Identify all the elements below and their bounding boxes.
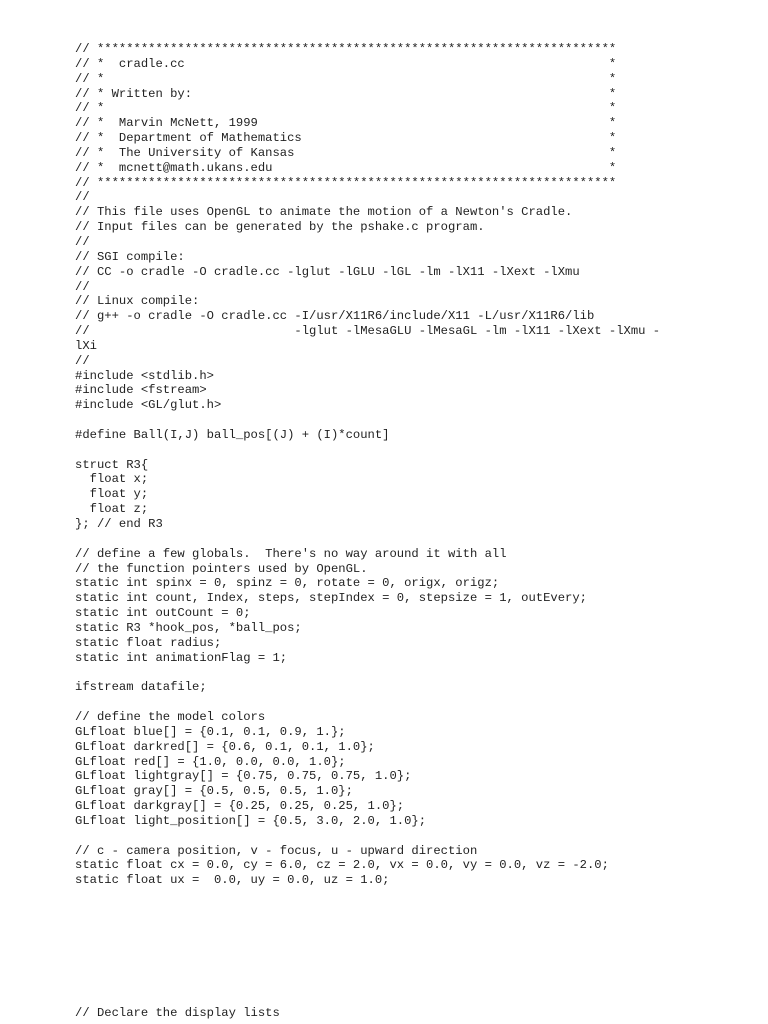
code-line: GLfloat darkred[] = {0.6, 0.1, 0.1, 1.0};	[75, 739, 375, 754]
code-line: // This file uses OpenGL to animate the motion of a Newton's Cradle.	[75, 205, 573, 220]
code-line	[75, 695, 660, 710]
code-line: //	[75, 190, 90, 205]
code-line	[75, 443, 660, 458]
code-line: static int count, Index, steps, stepIndex = 0, stepsize = 1, outEvery;	[75, 591, 587, 606]
code-line: // the function pointers used by OpenGL.	[75, 561, 368, 576]
code-line: static int spinx = 0, spinz = 0, rotate = 0, origx, origz;	[75, 576, 500, 591]
code-line: // ***********************************************************************	[75, 42, 617, 56]
code-line: lXi	[75, 338, 97, 353]
code-line: // Declare the display lists	[75, 1006, 280, 1020]
code-line: GLfloat light_position[] = {0.5, 3.0, 2.0, 1.0};	[75, 813, 427, 828]
code-line: float y;	[75, 487, 149, 502]
code-line: //	[75, 279, 90, 294]
code-line: // SGI compile:	[75, 249, 185, 264]
code-line: #include <fstream>	[75, 383, 207, 398]
code-line: // Input files can be generated by the pshake.c program.	[75, 220, 485, 235]
code-line: // * *	[75, 101, 617, 116]
code-line	[75, 532, 660, 547]
code-line: GLfloat gray[] = {0.5, 0.5, 0.5, 1.0};	[75, 784, 353, 799]
code-line: static R3 *hook_pos, *ball_pos;	[75, 620, 302, 635]
code-line: // g++ -o cradle -O cradle.cc -I/usr/X11R6/include/X11 -L/usr/X11R6/lib	[75, 309, 595, 324]
code-line: static int animationFlag = 1;	[75, 650, 288, 665]
source-code-listing	[75, 42, 660, 888]
code-line: }; // end R3	[75, 517, 163, 531]
code-line: // -lglut -lMesaGLU -lMesaGL -lm -lX11 -lXext -lXmu -	[75, 324, 661, 339]
code-line: GLfloat red[] = {1.0, 0.0, 0.0, 1.0};	[75, 754, 346, 769]
source-code-continuation	[75, 1006, 280, 1021]
code-line: GLfloat darkgray[] = {0.25, 0.25, 0.25, 1.0};	[75, 799, 405, 814]
code-line: //	[75, 234, 90, 249]
code-line: // * Written by: *	[75, 86, 617, 101]
code-line: // c - camera position, v - focus, u - upward direction	[75, 843, 478, 858]
code-line: float z;	[75, 502, 149, 517]
code-line: // define a few globals. There's no way around it with all	[75, 546, 507, 561]
code-line: struct R3{	[75, 457, 149, 472]
code-line: GLfloat lightgray[] = {0.75, 0.75, 0.75, 1.0};	[75, 769, 412, 784]
code-line: #include <GL/glut.h>	[75, 398, 222, 413]
code-line: // * The University of Kansas *	[75, 145, 617, 160]
code-line: //	[75, 353, 90, 368]
code-line: // ***********************************************************************	[75, 175, 617, 190]
code-line: static float radius;	[75, 635, 222, 650]
code-line: // * *	[75, 71, 617, 86]
code-line: // * Marvin McNett, 1999 *	[75, 116, 617, 131]
code-line: #define Ball(I,J) ball_pos[(J) + (I)*count]	[75, 427, 390, 442]
code-line: // define the model colors	[75, 709, 266, 724]
code-line: // CC -o cradle -O cradle.cc -lglut -lGLU -lGL -lm -lX11 -lXext -lXmu	[75, 264, 580, 279]
code-line: static float ux = 0.0, uy = 0.0, uz = 1.0;	[75, 873, 390, 888]
code-line	[75, 413, 660, 428]
code-line: static int outCount = 0;	[75, 606, 251, 621]
code-line: GLfloat blue[] = {0.1, 0.1, 0.9, 1.};	[75, 724, 346, 739]
code-line: // * mcnett@math.ukans.edu *	[75, 160, 617, 175]
code-line: // * cradle.cc *	[75, 56, 617, 71]
code-line: static float cx = 0.0, cy = 6.0, cz = 2.0, vx = 0.0, vy = 0.0, vz = -2.0;	[75, 858, 609, 873]
code-line: ifstream datafile;	[75, 680, 207, 695]
code-line	[75, 665, 660, 680]
code-line: #include <stdlib.h>	[75, 368, 214, 383]
code-line	[75, 829, 660, 844]
code-line: // * Department of Mathematics *	[75, 131, 617, 146]
code-line: float x;	[75, 472, 149, 487]
code-line: // Linux compile:	[75, 294, 200, 309]
